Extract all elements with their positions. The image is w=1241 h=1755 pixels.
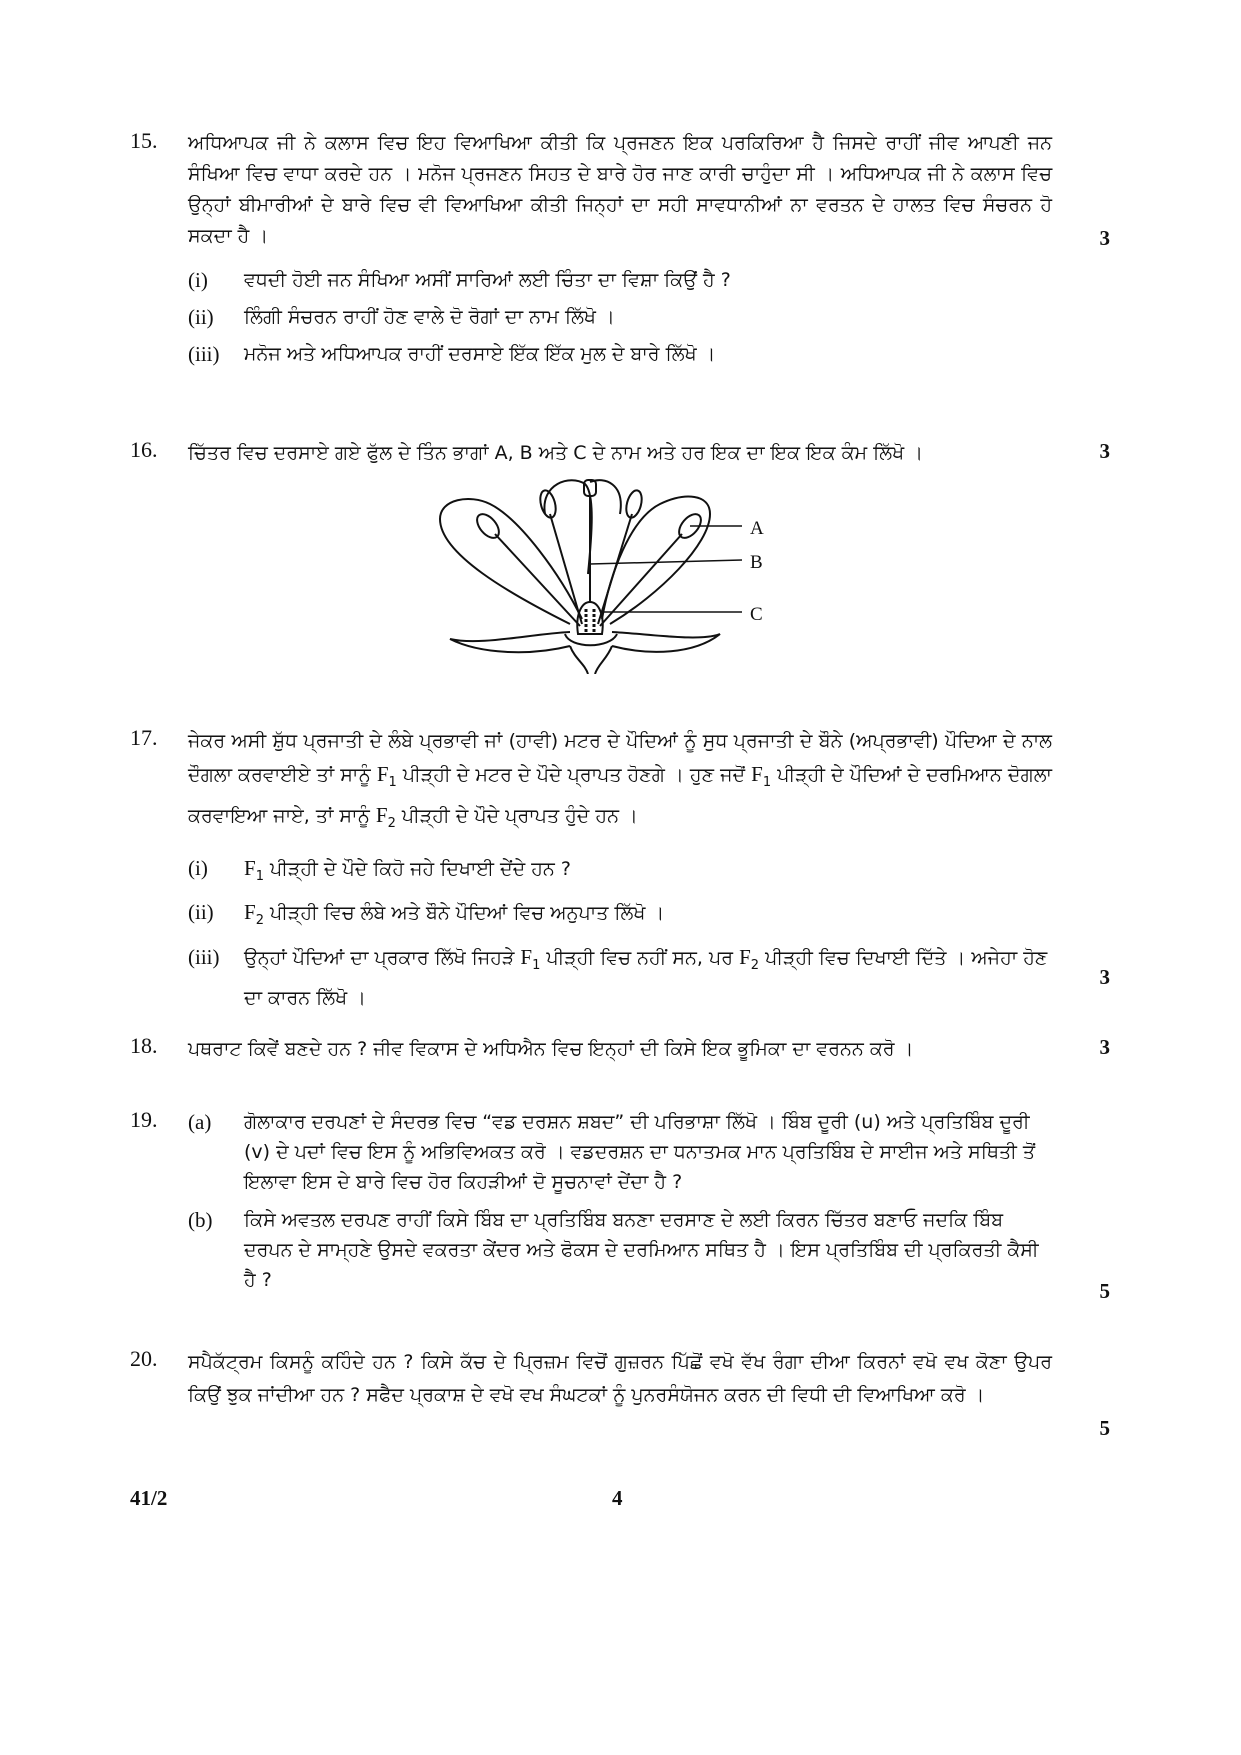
subscript: 2 <box>255 913 264 929</box>
sub-text: ਪੀੜ੍ਹੀ ਦੇ ਪੌਦੇ ਕਿਹੋ ਜਹੇ ਦਿਖਾਈ ਦੇਂਦੇ ਹਨ ? <box>270 857 571 880</box>
sub-label: (iii) <box>188 342 220 366</box>
sub-question-i <box>188 852 1110 893</box>
sub-question-a <box>188 1107 1110 1197</box>
sub-label: (i) <box>188 855 208 880</box>
sub-text: ਕਿਸੇ ਅਵਤਲ ਦਰਪਣ ਰਾਹੀਂ ਕਿਸੇ ਬਿੰਬ ਦਾ ਪ੍ਰਤਿਬਿੰਬ ਬਨਣਾ ਦਰਸਾਣ ਦੇ ਲਈ ਕਿਰਨ ਚਿੱਤਰ ਬਣਾਓ ਜਦਕਿ ਬਿੰਬ ਦਰਪਨ ਦੇ ਸਾਮ੍ਹਣੇ ਉਸਦੇ ਵਕਰਤਾ ਕੇਂਦਰ ਅਤੇ ਫੋਕਸ ਦੇ ਦਰਮਿਆਨ ਸਥਿਤ ਹੈ । ਇਸ ਪ੍ਰਤਿਬਿੰਬ ਦੀ ਪ੍ਰਕਿਰਤੀ ਕੈਸੀ ਹੈ ? <box>244 1209 1039 1291</box>
marks: 5 <box>1099 1416 1110 1440</box>
sub-text: ਪੀੜ੍ਹੀ ਵਿਚ ਲੰਬੇ ਅਤੇ ਬੌਨੇ ਪੌਦਿਆਂ ਵਿਚ ਅਨੁਪਾਤ ਲਿੱਖੋ । <box>270 902 665 925</box>
marks: 3 <box>1099 965 1110 989</box>
sepal-right <box>612 632 720 652</box>
petal-back-right <box>590 480 621 514</box>
f-symbol: F <box>375 802 388 827</box>
subscript: 1 <box>388 774 397 790</box>
marks: 3 <box>1099 1035 1110 1059</box>
f-symbol: F <box>244 900 256 925</box>
question-number: 17. <box>130 725 158 750</box>
label-a: A <box>750 518 764 539</box>
sub-question-iii <box>188 941 1110 1015</box>
paper-code: 41/2 <box>130 1486 168 1510</box>
sepal-left <box>450 632 570 652</box>
subscript: 1 <box>255 868 264 884</box>
sub-text: ਗੋਲਾਕਾਰ ਦਰਪਣਾਂ ਦੇ ਸੰਦਰਭ ਵਿਚ “ਵਡ ਦਰਸ਼ਨ ਸ਼ਬਦ” ਦੀ ਪਰਿਭਾਸ਼ਾ ਲਿੱਖੋ । ਬਿੰਬ ਦੂਰੀ (u) ਅਤੇ ਪ੍ਰਤਿਬਿੰਬ ਦੂਰੀ (v) ਦੇ ਪਦਾਂ ਵਿਚ ਇਸ ਨੂੰ ਅਭਿਵਿਅਕਤ ਕਰੋ । ਵਡਦਰਸ਼ਨ ਦਾ ਧਨਾਤਮਕ ਮਾਨ ਪ੍ਰਤਿਬਿੰਬ ਦੇ ਸਾਈਜ ਅਤੇ ਸਥਿਤੀ ਤੋਂ ਇਲਾਵਾ ਇਸ ਦੇ ਬਾਰੇ ਵਿਚ ਹੋਰ ਕਿਹੜੀਆਂ ਦੋ ਸੂਚਨਾਵਾਂ ਦੇਂਦਾ ਹੈ ? <box>244 1111 1036 1193</box>
question-text: ਅਧਿਆਪਕ ਜੀ ਨੇ ਕਲਾਸ ਵਿਚ ਇਹ ਵਿਆਖਿਆ ਕੀਤੀ ਕਿ ਪ੍ਰਜਣਨ ਇਕ ਪਰਕਿਰਿਆ ਹੈ ਜਿਸਦੇ ਰਾਹੀਂ ਜੀਵ ਆਪਣੀ ਜਨ ਸੰਖਿਆ ਵਿਚ ਵਾਧਾ ਕਰਦੇ ਹਨ । ਮਨੋਜ ਪ੍ਰਜਣਨ ਸਿਹਤ ਦੇ ਬਾਰੇ ਹੋਰ ਜਾਣ ਕਾਰੀ ਚਾਹੁੰਦਾ ਸੀ । ਅਧਿਆਪਕ ਜੀ ਨੇ ਕਲਾਸ ਵਿਚ ਉਨ੍ਹਾਂ ਬੀਮਾਰੀਆਂ ਦੇ ਬਾਰੇ ਵਿਚ ਵੀ ਵਿਆਖਿਆ ਕੀਤੀ ਜਿਨ੍ਹਾਂ ਦਾ ਸਹੀ ਸਾਵਧਾਨੀਆਂ ਨਾ ਵਰਤਨ ਦੇ ਹਾਲਤ ਵਿਚ ਸੰਚਰਨ ਹੋ ਸਕਦਾ ਹੈ । <box>188 132 1052 247</box>
subscript: 1 <box>532 957 541 973</box>
receptacle <box>570 646 612 674</box>
subscript: 1 <box>762 774 772 790</box>
filament <box>598 514 632 624</box>
f-symbol: F <box>244 855 256 880</box>
f-symbol: F <box>751 762 763 786</box>
question-number: 16. <box>130 437 158 462</box>
question-text: ਚਿੱਤਰ ਵਿਚ ਦਰਸਾਏ ਗਏ ਫੁੱਲ ਦੇ ਤਿੰਨ ਭਾਗਾਂ A, B ਅਤੇ C ਦੇ ਨਾਮ ਅਤੇ ਹਰ ਇਕ ਦਾ ਇਕ ਇਕ ਕੰਮ ਲਿੱਖੋ । <box>188 442 924 464</box>
label-b: B <box>750 552 763 573</box>
q17-text-4: ਪੀੜ੍ਹੀ ਦੇ ਪੌਦੇ ਪ੍ਰਾਪਤ ਹੁੰਦੇ ਹਨ । <box>401 804 638 827</box>
page-number: 4 <box>612 1486 623 1510</box>
filament <box>550 514 582 624</box>
pointer-b <box>590 560 742 564</box>
anther <box>624 489 645 520</box>
question-text: ਪਥਰਾਟ ਕਿਵੇਂ ਬਣਦੇ ਹਨ ? ਜੀਵ ਵਿਕਾਸ ਦੇ ਅਧਿਐਨ ਵਿਚ ਇਨ੍ਹਾਂ ਦੀ ਕਿਸੇ ਇਕ ਭੂਮਿਕਾ ਦਾ ਵਰਨਨ ਕਰੋ । <box>188 1038 914 1060</box>
question-number: 15. <box>130 128 158 153</box>
sub-question-b <box>188 1205 1110 1295</box>
subscript: 2 <box>750 957 760 973</box>
sub-label: (ii) <box>188 305 214 329</box>
f-symbol: F <box>376 762 389 786</box>
question-number: 19. <box>130 1107 158 1132</box>
sub-label: (a) <box>188 1110 212 1134</box>
q17-text-1: ਜੇਕਰ ਅਸੀ ਸ਼ੁੱਧ ਪ੍ਰਜਾਤੀ ਦੇ ਲੰਬੇ ਪ੍ਰਭਾਵੀ ਜਾਂ (ਹਾਵੀ) ਮਟਰ ਦੇ ਪੌਦਿਆਂ ਨੂੰ ਸੁਧ ਪ੍ਰਜਾਤੀ ਦੇ ਬੌਨੇ (ਅਪ੍ਰਭਾਵੀ) ਪੌਦਿਆ ਦੇ ਨਾਲ ਦੌਗਲਾ ਕਰਵਾਈਏ ਤਾਂ ਸਾਨੂੰ <box>188 730 1052 786</box>
sub-question-i <box>188 264 1110 297</box>
sub-question-iii <box>188 338 1110 371</box>
q17-text-2: ਪੀੜ੍ਹੀ ਦੇ ਮਟਰ ਦੇ ਪੌਦੇ ਪ੍ਰਾਪਤ ਹੋਣਗੇ । ਹੁਣ ਜਦੋਂ <box>402 764 746 786</box>
f-symbol: F <box>739 945 751 970</box>
sub-text: ਉਨ੍ਹਾਂ ਪੌਦਿਆਂ ਦਾ ਪ੍ਰਕਾਰ ਲਿੱਖੋ ਜਿਹੜੇ <box>244 947 515 970</box>
sub-text: ਪੀੜ੍ਹੀ ਵਿਚ ਦਿਖਾਈ ਦਿੱਤੇ । ਅਜੇਹਾ ਹੋਣ ਦਾ ਕਾਰਨ ਲਿੱਖੋ । <box>244 947 1048 1009</box>
sub-text: ਪੀੜ੍ਹੀ ਵਿਚ ਨਹੀਂ ਸਨ, ਪਰ <box>546 947 734 970</box>
sub-label: (iii) <box>188 945 220 970</box>
sub-label: (b) <box>188 1208 213 1232</box>
sub-text: ਮਨੋਜ ਅਤੇ ਅਧਿਆਪਕ ਰਾਹੀਂ ਦਰਸਾਏ ਇੱਕ ਇੱਕ ਮੁਲ ਦੇ ਬਾਰੇ ਲਿੱਖੋ । <box>244 343 716 365</box>
sub-question-ii <box>188 896 1110 937</box>
question-text: ਸਪੈਕੱਟ੍ਰਮ ਕਿਸਨੂੰ ਕਹਿੰਦੇ ਹਨ ? ਕਿਸੇ ਕੱਚ ਦੇ ਪ੍ਰਿਜ਼ਮ ਵਿਚੋਂ ਗੁਜ਼ਰਨ ਪਿੱਛੋਂ ਵਖੋ ਵੱਖ ਰੰਗਾ ਦੀਆ ਕਿਰਨਾਂ ਵਖੋ ਵਖ ਕੋਣਾ ਉਪਰ ਕਿਉਂ ਝੁਕ ਜਾਂਦੀਆ ਹਨ ? ਸਫੈਦ ਪ੍ਰਕਾਸ਼ ਦੇ ਵਖੋ ਵਖ ਸੰਘਟਕਾਂ ਨੂੰ ਪੁਨਰਸੰਯੋਜਨ ਕਰਨ ਦੀ ਵਿਧੀ ਦੀ ਵਿਆਖਿਆ ਕਰੋ । <box>188 1351 1052 1406</box>
sub-label: (i) <box>188 268 208 292</box>
sub-label: (ii) <box>188 900 214 925</box>
marks: 3 <box>1099 439 1110 463</box>
flower-diagram <box>420 474 780 674</box>
sub-question-ii <box>188 301 1110 334</box>
marks: 3 <box>1099 226 1110 250</box>
question-number: 18. <box>130 1033 158 1058</box>
marks: 5 <box>1099 1279 1110 1303</box>
sub-text: ਲਿੰਗੀ ਸੰਚਰਨ ਰਾਹੀਂ ਹੋਣ ਵਾਲੇ ਦੋ ਰੋਗਾਂ ਦਾ ਨਾਮ ਲਿੱਖੋ । <box>244 306 615 328</box>
question-text <box>188 725 1110 840</box>
label-c: C <box>750 604 763 625</box>
question-number: 20. <box>130 1346 158 1371</box>
subscript: 2 <box>387 815 396 831</box>
f-symbol: F <box>520 945 533 970</box>
sub-text: ਵਧਦੀ ਹੋਈ ਜਨ ਸੰਖਿਆ ਅਸੀਂ ਸਾਰਿਆਂ ਲਈ ਚਿੰਤਾ ਦਾ ਵਿਸ਼ਾ ਕਿਉਂ ਹੈ ? <box>244 269 731 291</box>
q17-text-3: ਪੀੜ੍ਹੀ ਦੇ ਪੌਦਿਆਂ ਦੇ ਦਰਮਿਆਨ ਦੋਗਲਾ ਕਰਵਾਇਆ ਜਾਏ, ਤਾਂ ਸਾਨੂੰ <box>188 764 1052 827</box>
